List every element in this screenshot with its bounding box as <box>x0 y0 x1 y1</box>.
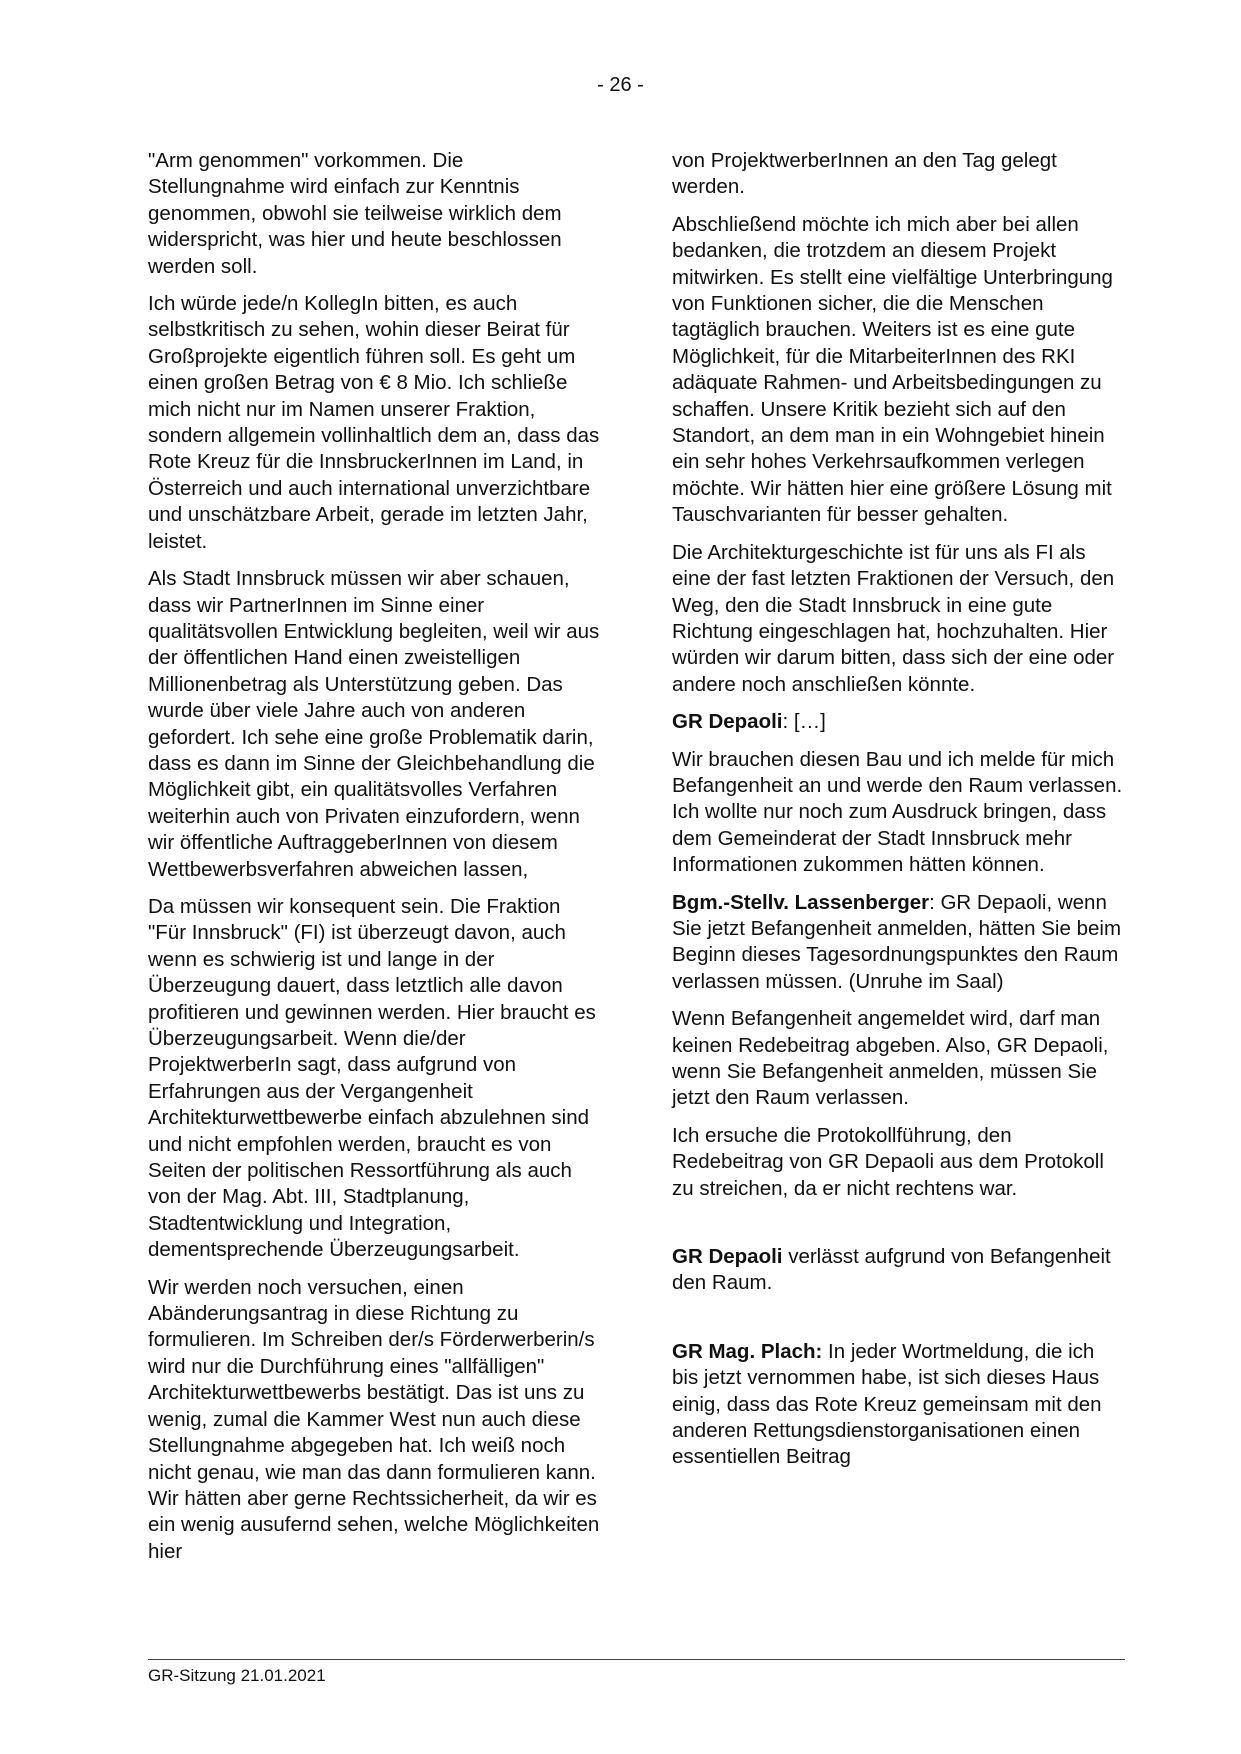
stage-direction-text: verlässt aufgrund von Befangenheit den Raum. <box>672 1245 1111 1295</box>
stage-direction <box>672 1244 1124 1297</box>
speech-entry <box>672 709 1124 735</box>
speech-text: In jeder Wortmeldung, die ich bis jetzt vernommen habe, ist sich dieses Haus einig, dass das Rote Kreuz gemeinsam mit den anderen Rettungsdienstorganisationen einen essentiellen Beitrag <box>672 1339 1102 1469</box>
paragraph: Wenn Befangenheit angemeldet wird, darf man keinen Redebeitrag abgeben. Also, GR Depaoli, wenn Sie Befangenheit anmelden, müssen Sie jetzt den Raum verlassen. <box>672 1007 1109 1110</box>
paragraph: Die Architekturgeschichte ist für uns als FI als eine der fast letzten Fraktionen der Versuch, den Weg, den die Stadt Innsbruck in eine gute Richtung eingeschlagen hat, hochzuhalten. Hier würden wir darum bitten, dass sich der eine oder andere noch anschließen könnte. <box>672 540 1115 696</box>
speaker-name: GR Mag. Plach: <box>672 1339 823 1363</box>
paragraph: "Arm genommen" vorkommen. Die Stellungnahme wird einfach zur Kenntnis genommen, obwohl sie teilweise wirklich dem widerspricht, was hier und heute beschlossen werden soll. <box>148 149 562 278</box>
paragraph: Als Stadt Innsbruck müssen wir aber schauen, dass wir PartnerInnen im Sinne einer qualitätsvollen Entwicklung begleiten, weil wir aus der öffentlichen Hand einen zweistelligen Millionenbetrag als Unterstützung geben. Das wurde über viele Jahre auch von anderen gefordert. Ich sehe eine große Problematik darin, dass es dann im Sinne der Gleichbehandlung die Möglichkeit gibt, ein qualitätsvolles Verfahren weiterhin auch von Privaten einzufordern, wenn wir öffentliche AuftraggeberInnen von diesem Wettbewerbsverfahren abweichen lassen, <box>148 567 600 881</box>
page-number: - 26 - <box>597 74 644 96</box>
paragraph: Ich würde jede/n KollegIn bitten, es auch selbstkritisch zu sehen, wohin dieser Beirat für Großprojekte eigentlich führen soll. Es geht um einen großen Betrag von € 8 Mio. Ich schließe mich nicht nur im Namen unserer Fraktion, sondern allgemein vollinhaltlich dem an, dass das Rote Kreuz für die InnsbruckerInnen im Land, in Österreich und auch international unverzichtbare und unschätzbare Arbeit, gerade im letzten Jahr, leistet. <box>148 292 600 553</box>
paragraph: Abschließend möchte ich mich aber bei allen bedanken, die trotzdem an diesem Projekt mitwirken. Es stellt eine vielfältige Unterbringung von Funktionen sicher, die die Menschen tagtäglich brauchen. Weiters ist es eine gute Möglichkeit, für die MitarbeiterInnen des RKI adäquate Rahmen- und Arbeitsbedingungen zu schaffen. Unsere Kritik bezieht sich auf den Standort, an dem man in ein Wohngebiet hinein ein sehr hohes Verkehrsaufkommen verlegen möchte. Wir hätten hier eine größere Lösung mit Tauschvarianten für besser gehalten. <box>672 212 1113 527</box>
speech-text: : […] <box>782 710 826 734</box>
right-column <box>672 148 1124 1482</box>
paragraph: Wir werden noch versuchen, einen Abänderungsantrag in diese Richtung zu formulieren. Im Schreiben der/s Förderwerberin/s wird nur die Durchführung eines "allfälligen" Architekturwettbewerbs bestätigt. Das ist uns zu wenig, zumal die Kammer West nun auch diese Stellungnahme abgegeben hat. Ich weiß noch nicht genau, wie man das dann formulieren kann. Wir hätten aber gerne Rechtssicherheit, da wir es ein wenig ausufernd sehen, welche Möglichkeiten hier <box>148 1275 600 1563</box>
footer-session-date: GR-Sitzung 21.01.2021 <box>148 1666 326 1685</box>
speech-text: : GR Depaoli, wenn Sie jetzt Befangenheit anmelden, hätten Sie beim Beginn dieses Tagesordnungspunktes den Raum verlassen müssen. (Unruhe im Saal) <box>672 890 1122 993</box>
speaker-name: Bgm.-Stellv. Lassenberger <box>672 890 930 914</box>
paragraph: Da müssen wir konsequent sein. Die Fraktion "Für Innsbruck" (FI) ist überzeugt davon, auch wenn es schwierig ist und lange in der Überzeugung dauert, dass letztlich alle davon profitieren und gewinnen werden. Hier braucht es Überzeugungsarbeit. Wenn die/der ProjektwerberIn sagt, dass aufgrund von Erfahrungen aus der Vergangenheit Architekturwettbewerbe einfach abzulehnen sind und nicht empfohlen werden, braucht es von Seiten der politischen Ressortführung als auch von der Mag. Abt. III, Stadtplanung, Stadtentwicklung und Integration, dementsprechende Überzeugungsarbeit. <box>148 894 596 1262</box>
speaker-name: GR Depaoli <box>672 1245 783 1269</box>
speaker-name: GR Depaoli <box>672 710 783 734</box>
paragraph: Ich ersuche die Protokollführung, den Redebeitrag von GR Depaoli aus dem Protokoll zu streichen, da er nicht rechtens war. <box>672 1123 1104 1200</box>
paragraph: von ProjektwerberInnen an den Tag gelegt werden. <box>672 149 1057 199</box>
left-column <box>148 148 600 1576</box>
footer-divider <box>148 1659 1125 1660</box>
speech-entry <box>672 1339 1124 1471</box>
paragraph: Wir brauchen diesen Bau und ich melde für mich Befangenheit an und werde den Raum verlassen. Ich wollte nur noch zum Ausdruck bringen, dass dem Gemeinderat der Stadt Innsbruck mehr Informationen zukommen hätten können. <box>672 747 1123 877</box>
speech-entry <box>672 890 1124 996</box>
